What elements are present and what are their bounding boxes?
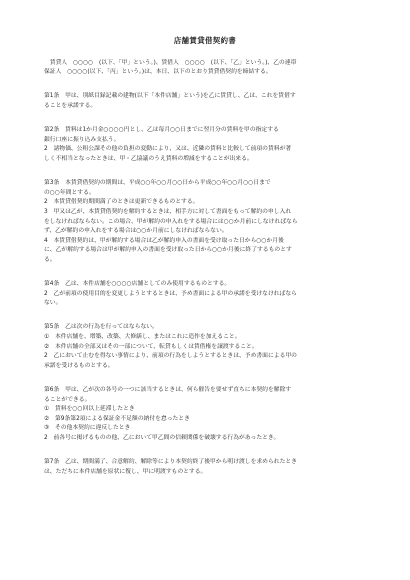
text-line: ない。 [44,300,62,307]
text-line: る。 [44,256,56,263]
text-line: ② 第9条第2項による保証金不足額の納付を怠ったとき [44,415,190,422]
document-body [44,59,366,478]
paragraph-article-5 [44,323,366,371]
text-line: 承諾を受けるものとする。 [44,362,114,369]
text-line: 2 乙において止むを得ない事情により、前項の行為をしようとするときは、予め書面による甲の [44,353,297,360]
text-line: 4 本賃貸借契約は、甲が解約する場合は乙が解約申入の書面を受け取った日から○○か月後 [44,237,284,244]
paragraph-preamble [44,59,366,78]
text-line: 2 乙が前項の使用目的を変更しようとするときは、予め書面による甲の承諾を受けなければなら [44,290,297,297]
paragraph-article-7 [44,458,366,477]
paragraph-article-4 [44,280,366,309]
text-line: 第1条 甲は、別紙目録記載の建物(以下「本件店舗」という)を乙に賃貸し、乙は、これを賃借す [44,93,296,100]
paragraph-article-1 [44,92,366,111]
text-line: をしなければならない。この場合、甲が解約の申入れをする場合には○○か月前にしなければなら [44,218,298,225]
text-line: ③ その他本契約に違反したとき [44,425,131,432]
text-line: ① 賃料を○○回以上延滞したとき [44,406,135,413]
text-line: 2 諸物価、公租公課その他の負担の変動により、又は、近隣の賃料と比較して前項の賃料が著 [44,146,292,153]
text-line: 第3条 本賃貸借契約の期間は、平成○○年○○月○○日から平成○○年○○月○○日まで [44,180,271,187]
text-line: 保証人 ○○○○(以下、「丙」という。)は、本日、以下のとおり賃貸借契約を締結する。 [44,69,272,76]
paragraph-article-6 [44,386,366,444]
text-line: ② 本件店舗の全部又はその一部について、転貸もしくは賃借権を譲渡すること。 [44,343,258,350]
document-title: 店舗賃貸借契約書 [173,36,237,45]
text-line: 第4条 乙は、本件店舗を○○○○店舗としてのみ使用するものとする。 [44,281,231,288]
text-line: 第7条 乙は、期間満了、合意解約、解除等により本契約終了後甲から明け渡しを求められたとき [44,459,297,466]
text-line: しく不相当となったときは、甲・乙協議のうえ賃料の増減をすることが出来る。 [44,155,253,162]
text-line: 銀行口座に振り込み支払う。 [44,136,120,143]
text-line: 第2条 賃料は1か月金○○○○円とし、乙は毎月○○日までに翌月分の賃料を甲の指定する [44,127,279,134]
text-line: ることができる。 [44,396,91,403]
text-line: 2 前各号に掲げるものの他、乙において甲乙間の信頼関係を破壊する行為があったとき。 [44,434,280,441]
paragraph-article-2 [44,126,366,164]
text-line: 第5条 乙は次の行為を行ってはならない。 [44,324,158,331]
text-line: の○○年間とする。 [44,189,95,196]
text-line: ず、乙が解約の申入れをする場合は○○か月前にしなければならない。 [44,228,228,235]
text-line: 賃貸人 ○○○○ (以下、「甲」という。)、賃借人 ○○○○ (以下、「乙」という。)、乙の連帯 [44,59,297,66]
paragraph-article-3 [44,179,366,265]
text-line: に、乙が解約する場合は甲が解約申入の書面を受け取った日から○○か月後に終了するものとす [44,247,292,254]
text-line: 2 本賃貸借契約期間満了のときは更新できるものとする。 [44,199,199,206]
text-line: ① 本件店舗を、増築、改築、大修繕し、またはこれに造作を加えること。 [44,334,241,341]
text-line: 第6条 甲は、乙が次の各号の一つに該当するときは、何ら催告を要せず直ちに本契約を解除す [44,387,292,393]
text-line: 3 甲又は乙が、本賃貸借契約を解約するときは、相手方に対して書面をもって解約の申し入れ [44,208,292,215]
text-line: は、ただちに本件店舗を原状に復し、甲に明渡すものとする。 [44,468,207,475]
text-line: ることを承諾する。 [44,102,97,109]
